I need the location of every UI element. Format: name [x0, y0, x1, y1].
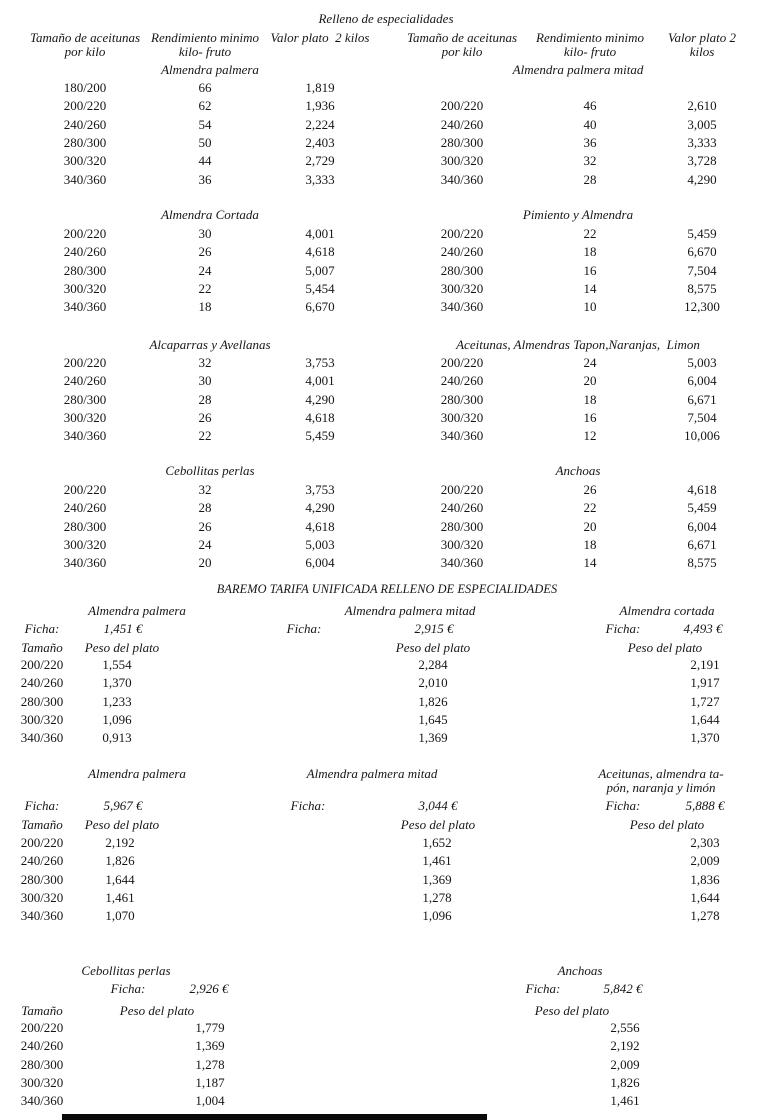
col-header-value-left: Valor plato 2 kilos — [270, 30, 370, 45]
size-cell: 240/260 — [440, 244, 484, 260]
value-cell: 4,290 — [305, 391, 335, 407]
ficha-label: Ficha: — [605, 798, 641, 813]
ficha-value: 3,044 € — [418, 798, 458, 813]
weight-value-cell: 1,369 — [418, 730, 448, 746]
yield-cell: 26 — [583, 482, 597, 497]
value-cell: 5,459 — [687, 500, 717, 516]
weight-value-cell: 1,278 — [690, 908, 720, 924]
yield-cell: 28 — [583, 171, 597, 187]
size-cell: 300/320 — [20, 1074, 64, 1090]
ficha-label: Ficha: — [24, 798, 60, 813]
yield-cell: 14 — [583, 555, 597, 571]
value-cell: 3,753 — [305, 355, 335, 370]
weight-value-cell: 1,233 — [102, 693, 132, 709]
yield-cell: 16 — [583, 409, 597, 425]
weight-value-cell: 2,284 — [418, 657, 448, 672]
value-cell: 4,618 — [305, 244, 335, 260]
weight-value-cell: 1,826 — [105, 853, 135, 869]
yield-cell: 40 — [583, 116, 597, 132]
col-header-yield-right-line2: kilo- fruto — [563, 44, 617, 59]
yield-cell: 20 — [583, 373, 597, 389]
baremo-block-title: Anchoas — [557, 963, 603, 978]
size-cell: 300/320 — [20, 889, 64, 905]
weight-value-cell: 1,826 — [610, 1074, 640, 1090]
size-cell: 200/220 — [63, 98, 107, 114]
baremo-block-title: Almendra palmera mitad — [306, 766, 438, 781]
weight-value-cell: 0,913 — [102, 730, 132, 746]
value-cell: 5,007 — [305, 262, 335, 278]
weight-value-cell: 2,192 — [610, 1038, 640, 1054]
weight-value-cell: 1,917 — [690, 675, 720, 691]
group-title-left: Almendra palmera — [161, 62, 259, 77]
yield-cell: 12 — [583, 428, 597, 444]
weight-value-cell: 1,644 — [690, 889, 720, 905]
group-title-right: Aceitunas, Almendras Tapon,Naranjas, Limon — [456, 337, 700, 352]
size-cell: 340/360 — [63, 299, 107, 315]
baremo-block-title: Aceitunas, almendra ta- — [598, 766, 724, 781]
weight-value-cell: 1,645 — [418, 711, 448, 727]
weight-value-cell: 1,727 — [690, 693, 720, 709]
yield-cell: 50 — [198, 134, 212, 150]
weight-value-cell: 2,191 — [690, 657, 720, 672]
baremo-block-title: Almendra palmera — [88, 603, 186, 618]
yield-cell: 30 — [198, 226, 212, 241]
size-cell: 300/320 — [63, 536, 107, 552]
value-cell: 3,005 — [687, 116, 717, 132]
value-cell: 1,819 — [305, 80, 335, 95]
value-cell: 6,670 — [687, 244, 717, 260]
size-cell: 340/360 — [440, 171, 484, 187]
weight-value-cell: 1,836 — [690, 871, 720, 887]
value-cell: 7,504 — [687, 409, 717, 425]
weight-value-cell: 1,369 — [195, 1038, 225, 1054]
size-cell: 300/320 — [440, 280, 484, 296]
col-header-size-right-line2: por kilo — [441, 44, 483, 59]
size-cell: 340/360 — [20, 1093, 64, 1109]
yield-cell: 22 — [198, 428, 212, 444]
yield-cell: 16 — [583, 262, 597, 278]
weight-value-cell: 1,554 — [102, 657, 132, 672]
yield-cell: 24 — [583, 355, 597, 370]
ficha-value: 5,967 € — [103, 798, 143, 813]
size-cell: 200/220 — [20, 835, 64, 850]
weight-value-cell: 1,096 — [422, 908, 452, 924]
size-cell: 300/320 — [63, 409, 107, 425]
yield-cell: 46 — [583, 98, 597, 114]
size-cell: 240/260 — [63, 244, 107, 260]
size-cell: 300/320 — [440, 153, 484, 169]
weight-value-cell: 1,369 — [422, 871, 452, 887]
weight-value-cell: 1,004 — [195, 1093, 225, 1109]
value-cell: 6,004 — [687, 518, 717, 534]
value-cell: 4,001 — [305, 373, 335, 389]
yield-cell: 22 — [583, 226, 597, 241]
yield-cell: 54 — [198, 116, 212, 132]
weight-col-label: Peso del plato — [119, 1003, 195, 1018]
value-cell: 6,004 — [305, 555, 335, 571]
value-cell: 5,454 — [305, 280, 335, 296]
size-cell: 200/220 — [63, 355, 107, 370]
size-cell: 340/360 — [63, 555, 107, 571]
yield-cell: 66 — [198, 80, 212, 95]
value-cell: 2,729 — [305, 153, 335, 169]
baremo-block-title: Almendra cortada — [619, 603, 715, 618]
value-cell: 6,671 — [687, 391, 717, 407]
value-cell: 10,006 — [684, 428, 720, 444]
value-cell: 6,670 — [305, 299, 335, 315]
size-cell: 240/260 — [440, 116, 484, 132]
value-cell: 4,290 — [687, 171, 717, 187]
value-cell: 4,618 — [305, 409, 335, 425]
weight-col-label: Peso del plato — [84, 817, 160, 832]
weight-value-cell: 1,644 — [690, 711, 720, 727]
value-cell: 8,575 — [687, 280, 717, 296]
weight-value-cell: 2,192 — [105, 835, 135, 850]
yield-cell: 24 — [198, 536, 212, 552]
col-header-value-right-line1: Valor plato 2 — [668, 30, 736, 45]
size-cell: 240/260 — [20, 1038, 64, 1054]
col-header-size-left-line1: Tamaño de aceitunas — [29, 30, 141, 45]
weight-col-label: Peso del plato — [629, 817, 705, 832]
size-col-label: Tamaño — [21, 817, 63, 832]
value-cell: 1,936 — [305, 98, 335, 114]
size-cell: 340/360 — [440, 555, 484, 571]
size-cell: 240/260 — [440, 373, 484, 389]
page-title: Relleno de especialidades — [318, 11, 454, 26]
size-col-label: Tamaño — [21, 640, 63, 655]
weight-value-cell: 1,652 — [422, 835, 452, 850]
col-header-yield-left-line2: kilo- fruto — [178, 44, 232, 59]
size-cell: 300/320 — [63, 153, 107, 169]
ficha-label: Ficha: — [110, 981, 146, 996]
ficha-label: Ficha: — [286, 621, 322, 636]
size-cell: 200/220 — [440, 226, 484, 241]
value-cell: 2,403 — [305, 134, 335, 150]
value-cell: 3,333 — [305, 171, 335, 187]
size-cell: 300/320 — [63, 280, 107, 296]
value-cell: 8,575 — [687, 555, 717, 571]
size-cell: 280/300 — [440, 391, 484, 407]
value-cell: 7,504 — [687, 262, 717, 278]
weight-col-label: Peso del plato — [627, 640, 703, 655]
size-cell: 340/360 — [20, 908, 64, 924]
ficha-value: 2,926 € — [189, 981, 229, 996]
col-header-size-right-line1: Tamaño de aceitunas — [406, 30, 518, 45]
ficha-value: 5,888 € — [685, 798, 725, 813]
size-cell: 200/220 — [63, 482, 107, 497]
size-cell: 200/220 — [63, 226, 107, 241]
size-cell: 280/300 — [440, 134, 484, 150]
yield-cell: 14 — [583, 280, 597, 296]
size-cell: 300/320 — [440, 536, 484, 552]
yield-cell: 62 — [198, 98, 212, 114]
value-cell: 3,728 — [687, 153, 717, 169]
weight-value-cell: 1,644 — [105, 871, 135, 887]
size-cell: 240/260 — [440, 500, 484, 516]
weight-value-cell: 1,187 — [195, 1074, 225, 1090]
weight-value-cell: 1,461 — [422, 853, 452, 869]
size-cell: 280/300 — [63, 518, 107, 534]
yield-cell: 28 — [198, 500, 212, 516]
size-cell: 200/220 — [20, 1020, 64, 1035]
value-cell: 12,300 — [684, 299, 720, 315]
size-cell: 340/360 — [63, 171, 107, 187]
col-header-value-right-line2: kilos — [689, 44, 715, 59]
value-cell: 4,001 — [305, 226, 335, 241]
size-cell: 280/300 — [440, 262, 484, 278]
value-cell: 3,333 — [687, 134, 717, 150]
size-cell: 180/200 — [63, 80, 107, 95]
ficha-label: Ficha: — [24, 621, 60, 636]
group-title-right: Anchoas — [555, 463, 601, 478]
bottom-partial-bar — [62, 1114, 487, 1120]
size-cell: 280/300 — [20, 1056, 64, 1072]
ficha-label: Ficha: — [525, 981, 561, 996]
value-cell: 6,671 — [687, 536, 717, 552]
value-cell: 6,004 — [687, 373, 717, 389]
group-title-left: Almendra Cortada — [161, 207, 259, 222]
size-cell: 200/220 — [440, 355, 484, 370]
group-title-left: Alcaparras y Avellanas — [149, 337, 271, 352]
weight-value-cell: 1,461 — [610, 1093, 640, 1109]
yield-cell: 24 — [198, 262, 212, 278]
yield-cell: 36 — [583, 134, 597, 150]
col-header-yield-right-line1: Rendimiento minimo — [536, 30, 644, 45]
yield-cell: 26 — [198, 409, 212, 425]
baremo-block-title: pón, naranja y limón — [606, 780, 716, 795]
size-cell: 280/300 — [63, 262, 107, 278]
size-cell: 280/300 — [440, 518, 484, 534]
yield-cell: 18 — [583, 391, 597, 407]
value-cell: 3,753 — [305, 482, 335, 497]
baremo-block-title: Cebollitas perlas — [81, 963, 171, 978]
value-cell: 2,610 — [687, 98, 717, 114]
size-cell: 240/260 — [63, 373, 107, 389]
value-cell: 5,003 — [305, 536, 335, 552]
weight-value-cell: 2,010 — [418, 675, 448, 691]
yield-cell: 20 — [583, 518, 597, 534]
col-header-yield-left-line1: Rendimiento minimo — [151, 30, 259, 45]
weight-value-cell: 1,070 — [105, 908, 135, 924]
ficha-label: Ficha: — [290, 798, 326, 813]
size-cell: 280/300 — [20, 693, 64, 709]
yield-cell: 26 — [198, 518, 212, 534]
weight-value-cell: 1,461 — [105, 889, 135, 905]
size-cell: 340/360 — [440, 299, 484, 315]
size-cell: 200/220 — [20, 657, 64, 672]
yield-cell: 18 — [198, 299, 212, 315]
value-cell: 4,290 — [305, 500, 335, 516]
yield-cell: 44 — [198, 153, 212, 169]
ficha-value: 4,493 € — [683, 621, 723, 636]
size-col-label: Tamaño — [21, 1003, 63, 1018]
size-cell: 200/220 — [440, 482, 484, 497]
weight-value-cell: 1,826 — [418, 693, 448, 709]
yield-cell: 22 — [583, 500, 597, 516]
weight-value-cell: 2,303 — [690, 835, 720, 850]
yield-cell: 18 — [583, 536, 597, 552]
group-title-right: Pimiento y Almendra — [522, 207, 634, 222]
yield-cell: 10 — [583, 299, 597, 315]
weight-value-cell: 1,779 — [195, 1020, 225, 1035]
weight-value-cell: 2,556 — [610, 1020, 640, 1035]
value-cell: 4,618 — [687, 482, 717, 497]
value-cell: 5,459 — [305, 428, 335, 444]
yield-cell: 36 — [198, 171, 212, 187]
value-cell: 4,618 — [305, 518, 335, 534]
weight-value-cell: 2,009 — [690, 853, 720, 869]
ficha-value: 2,915 € — [414, 621, 454, 636]
size-cell: 340/360 — [20, 730, 64, 746]
size-cell: 340/360 — [440, 428, 484, 444]
ficha-value: 5,842 € — [603, 981, 643, 996]
weight-value-cell: 1,096 — [102, 711, 132, 727]
group-title-left: Cebollitas perlas — [165, 463, 255, 478]
weight-col-label: Peso del plato — [395, 640, 471, 655]
value-cell: 5,003 — [687, 355, 717, 370]
weight-value-cell: 2,009 — [610, 1056, 640, 1072]
ficha-label: Ficha: — [605, 621, 641, 636]
weight-value-cell: 1,278 — [422, 889, 452, 905]
size-cell: 240/260 — [20, 675, 64, 691]
size-cell: 340/360 — [63, 428, 107, 444]
size-cell: 240/260 — [20, 853, 64, 869]
yield-cell: 18 — [583, 244, 597, 260]
value-cell: 2,224 — [305, 116, 335, 132]
ficha-value: 1,451 € — [103, 621, 143, 636]
size-cell: 200/220 — [440, 98, 484, 114]
size-cell: 300/320 — [440, 409, 484, 425]
col-header-size-left-line2: por kilo — [64, 44, 106, 59]
yield-cell: 28 — [198, 391, 212, 407]
size-cell: 280/300 — [20, 871, 64, 887]
weight-value-cell: 1,370 — [102, 675, 132, 691]
size-cell: 280/300 — [63, 391, 107, 407]
value-cell: 5,459 — [687, 226, 717, 241]
weight-col-label: Peso del plato — [400, 817, 476, 832]
size-cell: 300/320 — [20, 711, 64, 727]
yield-cell: 32 — [198, 482, 212, 497]
yield-cell: 20 — [198, 555, 212, 571]
size-cell: 240/260 — [63, 116, 107, 132]
yield-cell: 32 — [198, 355, 212, 370]
weight-col-label: Peso del plato — [534, 1003, 610, 1018]
yield-cell: 32 — [583, 153, 597, 169]
weight-value-cell: 1,278 — [195, 1056, 225, 1072]
yield-cell: 26 — [198, 244, 212, 260]
weight-col-label: Peso del plato — [84, 640, 160, 655]
size-cell: 240/260 — [63, 500, 107, 516]
baremo-block-title: Almendra palmera mitad — [344, 603, 476, 618]
baremo-block-title: Almendra palmera — [88, 766, 186, 781]
group-title-right: Almendra palmera mitad — [512, 62, 644, 77]
size-cell: 280/300 — [63, 134, 107, 150]
weight-value-cell: 1,370 — [690, 730, 720, 746]
baremo-title: BAREMO TARIFA UNIFICADA RELLENO DE ESPECIALIDADES — [216, 582, 558, 596]
yield-cell: 22 — [198, 280, 212, 296]
yield-cell: 30 — [198, 373, 212, 389]
